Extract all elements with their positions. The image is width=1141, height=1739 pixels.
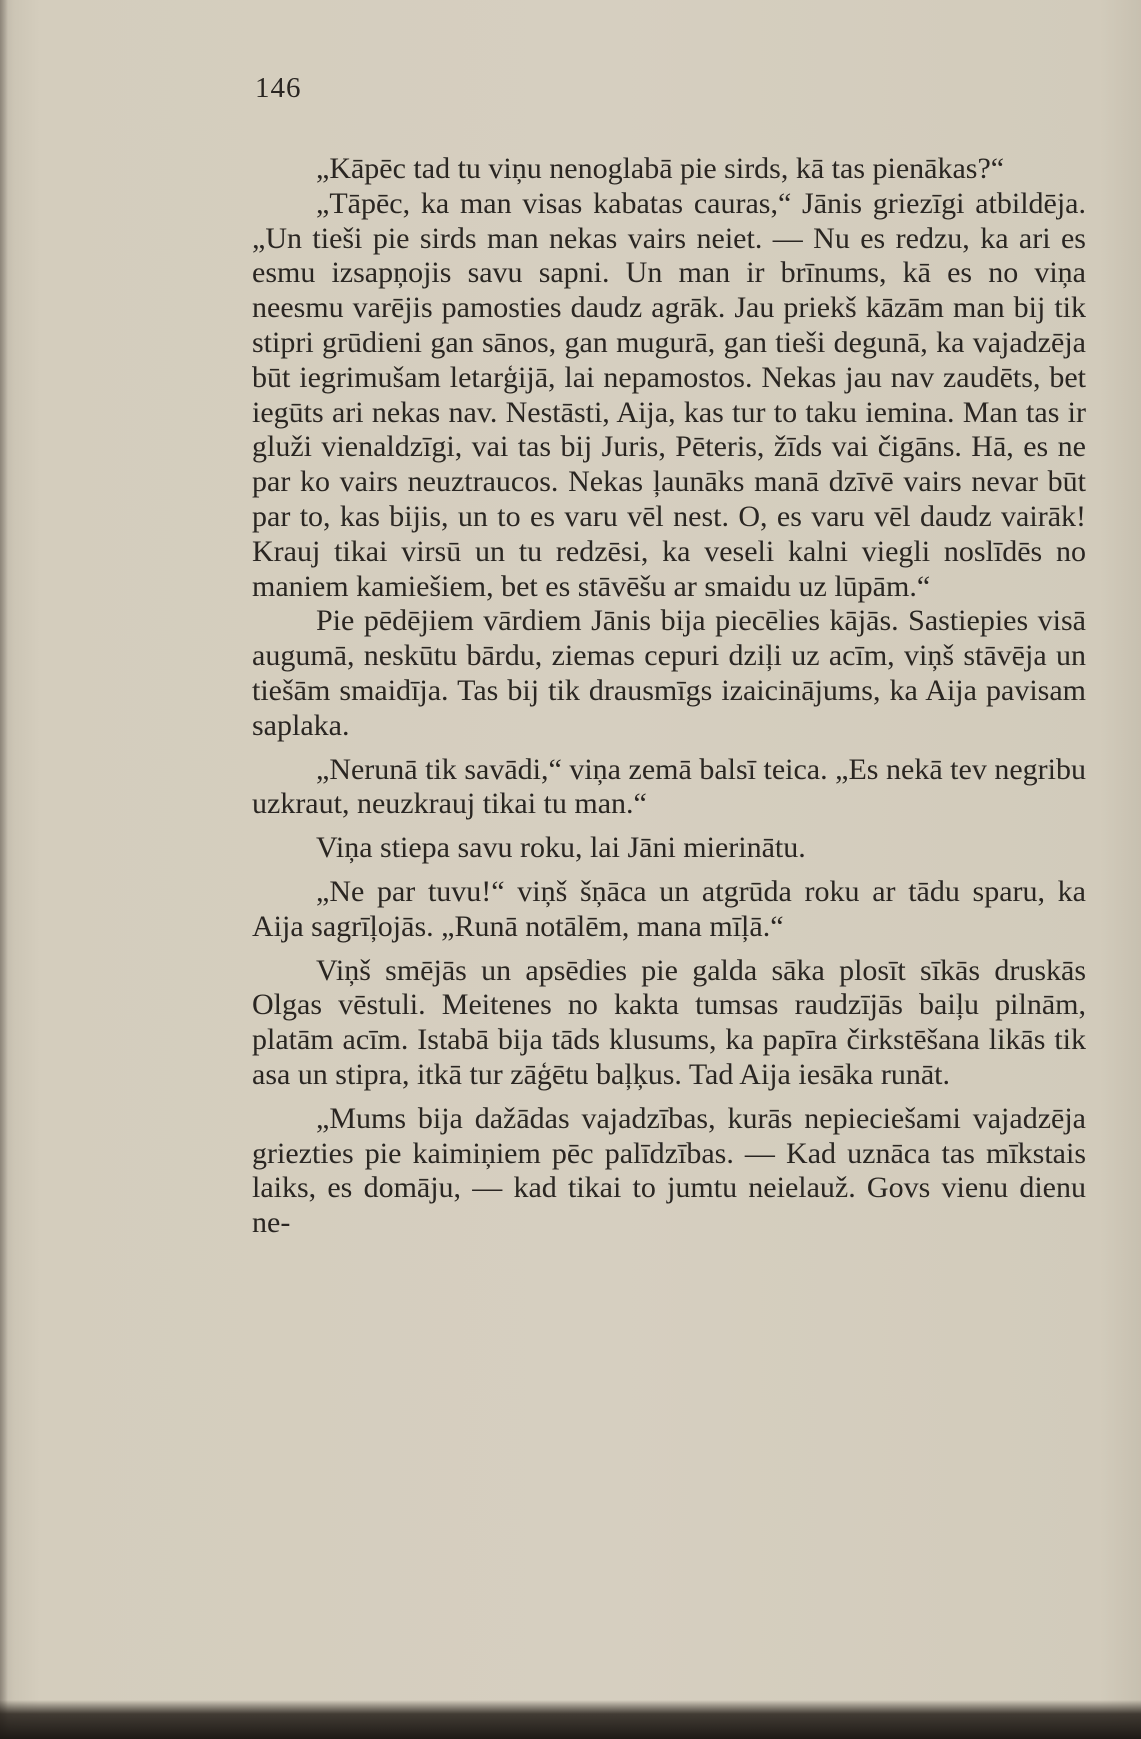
paragraph-1: „Kāpēc tad tu viņu nenoglabā pie sirds, kā tas pienākas?“ [316,152,1005,185]
paragraph-2: „Tāpēc, ka man visas kabatas cauras,“ Jānis griezīgi atbildēja. „Un tieši pie sirds man nekas vairs neiet. — Nu es redzu, ka ari es esmu izsapņojis savu sapni. Un man ir brīnums, kā es no viņa neesmu varējis pamosties daudz agrāk. Jau priekš kāzām man bij tik stipri grūdieni gan sānos, gan mugurā, gan tieši degunā, ka vajadzēja būt iegrimušam letarģijā, lai nepamostos. Nekas jau nav zaudēts, bet iegūts ari nekas nav. Nestāsti, Aija, kas tur to taku iemina. Man tas ir gluži vienaldzīgi, vai tas bij Juris, Pēteris, žīds vai čigāns. Hā, es ne par ko vairs neuztraucos. Nekas ļaunāks manā dzīvē vairs nevar būt par to, kas bijis, un to es varu vēl nest. O, es varu vēl daudz vairāk! Krauj tikai virsū un tu redzēsi, ka veseli kalni viegli noslīdēs no maniem kamiešiem, bet es stāvēšu ar smaidu uz lūpām.“ [252,186,1086,603]
page-left-edge [0,0,8,1739]
page-number: 146 [255,72,302,104]
paragraph-6: „Ne par tuvu!“ viņš šņāca un atgrūda roku ar tādu sparu, ka Aija sagrīļojās. „Runā notālēm, mana mīļā.“ [252,874,1086,943]
paragraph-4: „Nerunā tik savādi,“ viņa zemā balsī teica. „Es nekā tev negribu uzkraut, neuzkrauj tikai tu man.“ [252,752,1086,821]
paragraph-5: Viņa stiepa savu roku, lai Jāni mierinātu. [316,831,806,865]
paragraph-7: Viņš smējās un apsēdies pie galda sāka plosīt sīkās druskās Olgas vēstuli. Meitenes no kakta tumsas raudzījās baiļu pilnām, platām acīm. Istabā bija tāds klusums, ka papīra čirkstēšana likās tik asa un stipra, itkā tur zāģētu baļķus. Tad Aija iesāka runāt. [252,953,1086,1091]
page-bottom-shadow [0,1700,1141,1739]
paragraph-8: „Mums bija dažādas vajadzības, kurās nepieciešami vajadzēja griezties pie kaimiņiem pēc palīdzības. — Kad uznāca tas mīkstais laiks, es domāju, — kad tikai to jumtu neielauž. Govs vienu dienu ne- [252,1101,1086,1240]
paragraph-3: Pie pēdējiem vārdiem Jānis bija piecēlies kājās. Sastiepies visā augumā, neskūtu bārdu, ziemas cepuri dziļi uz acīm, viņš stāvēja un tiešām smaidīja. Tas bij tik drausmīgs izaicinājums, ka Aija pavisam saplaka. [252,604,1086,742]
body-text [252,152,1086,1241]
